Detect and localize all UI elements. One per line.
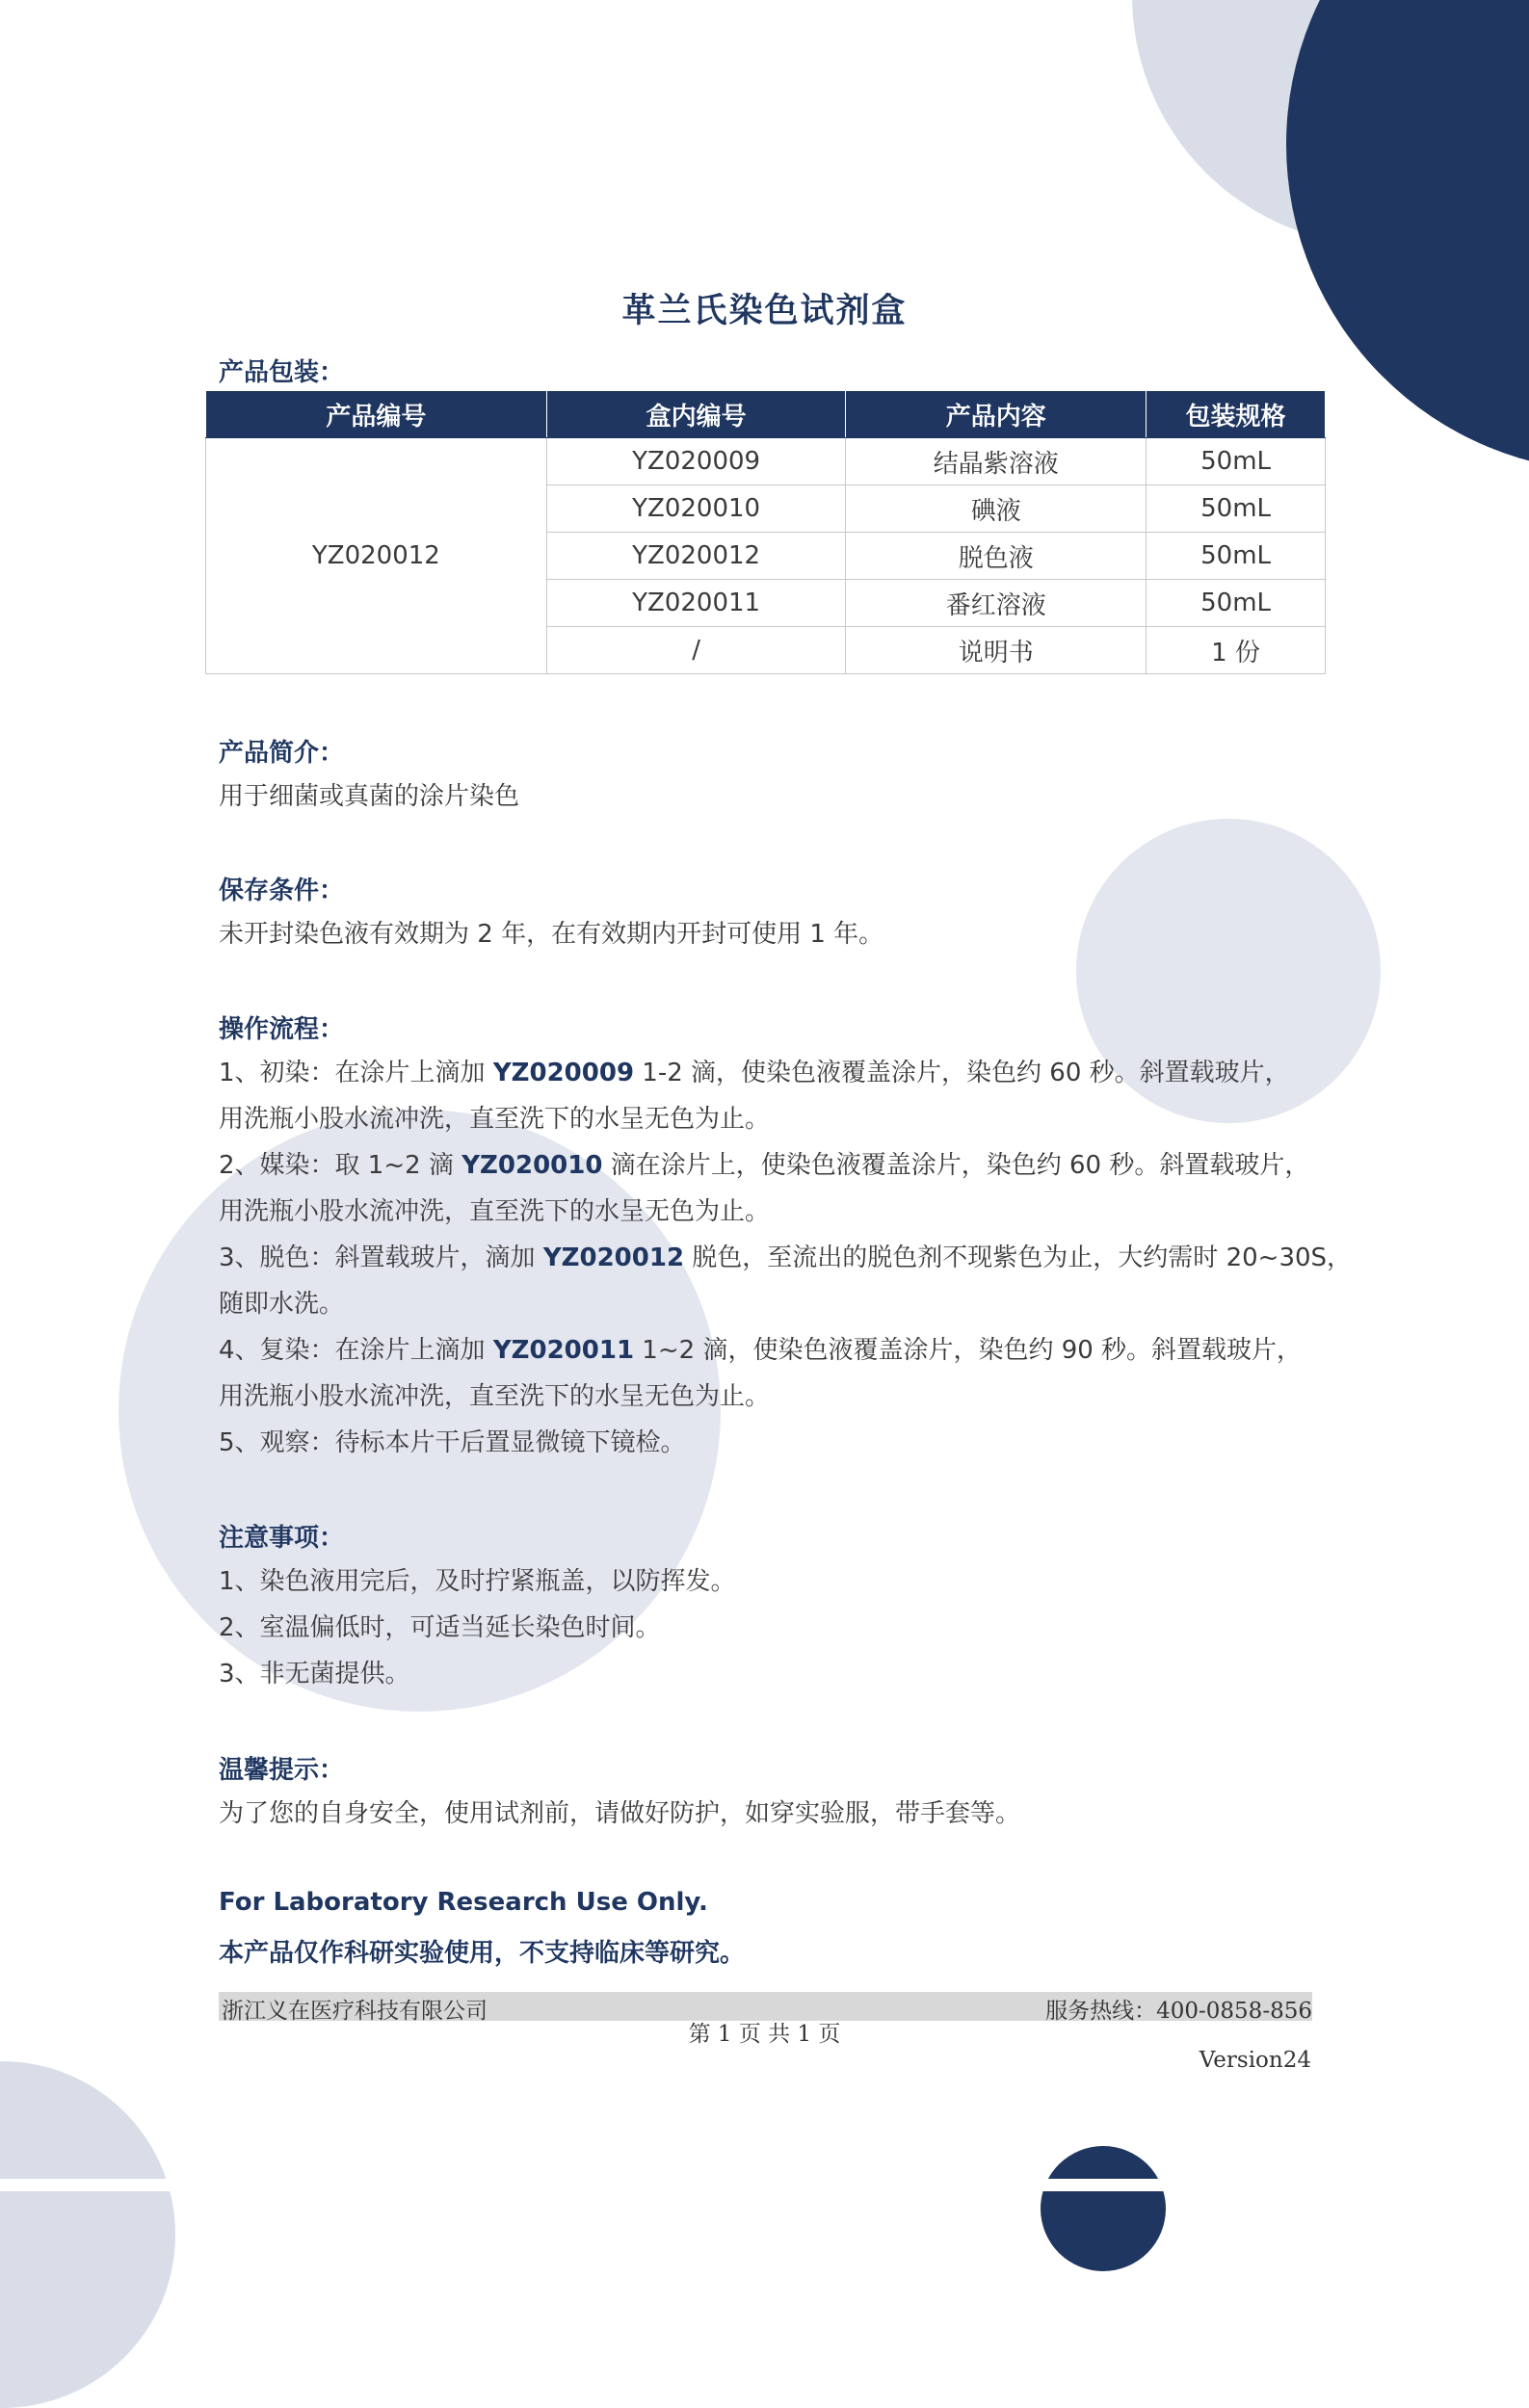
header-product-no: 产品编号 <box>206 391 547 438</box>
reagent-code: YZ020009 <box>492 1059 635 1087</box>
note-item: 1、染色液用完后，及时拧紧瓶盖，以防挥发。 <box>219 1567 736 1596</box>
box-no-cell: / <box>546 627 846 674</box>
table-row <box>206 438 1326 485</box>
content-cell: 脱色液 <box>846 533 1147 580</box>
storage-heading: 保存条件： <box>219 877 345 905</box>
content-cell: 碘液 <box>846 485 1147 533</box>
procedure-step <box>219 1235 1352 1281</box>
step-text: 2、媒染：取 1~2 滴 <box>219 1151 462 1180</box>
bottom-margin <box>0 2179 1529 2191</box>
reagent-code: YZ020011 <box>492 1336 635 1365</box>
procedure-step-cont: 随即水洗。 <box>219 1290 345 1319</box>
intro-text: 用于细菌或真菌的涂片染色 <box>219 782 520 811</box>
content-cell: 说明书 <box>846 627 1147 674</box>
tips-heading: 温馨提示： <box>219 1756 345 1785</box>
reagent-code: YZ020012 <box>542 1243 685 1272</box>
content-cell: 结晶紫溶液 <box>846 438 1147 485</box>
procedure-step <box>219 1327 1352 1374</box>
box-no-cell: YZ020009 <box>546 438 846 485</box>
step-text: 1-2 滴，使染色液覆盖涂片，染色约 60 秒。斜置载玻片， <box>634 1059 1290 1087</box>
table-header-row <box>206 391 1326 438</box>
spec-cell: 1 份 <box>1147 627 1326 674</box>
box-no-cell: YZ020010 <box>546 485 846 533</box>
box-no-cell: YZ020011 <box>546 580 846 627</box>
document-title: 革兰氏染色试剂盒 <box>621 292 908 330</box>
procedure-step <box>219 1420 1352 1466</box>
spec-cell: 50mL <box>1147 533 1326 580</box>
packaging-table <box>205 390 1326 674</box>
packaging-heading: 产品包装： <box>219 358 345 387</box>
footer-company: 浙江义在医疗科技有限公司 <box>222 1999 488 2024</box>
step-text: 脱色，至流出的脱色剂不现紫色为止，大约需时 20~30S， <box>684 1243 1353 1272</box>
header-content: 产品内容 <box>846 391 1147 438</box>
version-label: Version24 <box>1199 2048 1311 2073</box>
step-text: 滴在涂片上，使染色液覆盖涂片，染色约 60 秒。斜置载玻片， <box>602 1151 1310 1180</box>
content-cell: 番红溶液 <box>846 580 1147 627</box>
spec-cell: 50mL <box>1147 438 1326 485</box>
box-no-cell: YZ020012 <box>546 533 846 580</box>
step-text: 1~2 滴，使染色液覆盖涂片，染色约 90 秒。斜置载玻片， <box>634 1336 1303 1365</box>
disclaimer-en: For Laboratory Research Use Only. <box>219 1888 708 1917</box>
procedure-step-cont: 用洗瓶小股水流冲洗，直至洗下的水呈无色为止。 <box>219 1382 771 1411</box>
procedure-steps <box>219 1050 1352 1466</box>
procedure-step <box>219 1142 1352 1189</box>
note-item: 3、非无菌提供。 <box>219 1660 410 1688</box>
step-text: 4、复染：在涂片上滴加 <box>219 1336 493 1365</box>
procedure-step <box>219 1050 1352 1096</box>
header-box-no: 盒内编号 <box>546 391 846 438</box>
notes-list <box>219 1558 736 1697</box>
spec-cell: 50mL <box>1147 580 1326 627</box>
header-spec: 包装规格 <box>1147 391 1326 438</box>
product-no-cell: YZ020012 <box>206 438 547 674</box>
procedure-heading: 操作流程： <box>219 1015 345 1044</box>
notes-heading: 注意事项： <box>219 1524 345 1553</box>
page-number: 第 1 页 共 1 页 <box>688 2022 841 2047</box>
step-text: 1、初染：在涂片上滴加 <box>219 1059 493 1087</box>
tips-text: 为了您的自身安全，使用试剂前，请做好防护，如穿实验服，带手套等。 <box>219 1799 1021 1828</box>
intro-heading: 产品简介： <box>219 739 345 768</box>
step-text: 5、观察：待标本片干后置显微镜下镜检。 <box>219 1428 686 1457</box>
note-item: 2、室温偏低时，可适当延长染色时间。 <box>219 1613 661 1642</box>
reagent-code: YZ020010 <box>461 1151 603 1180</box>
storage-text: 未开封染色液有效期为 2 年，在有效期内开封可使用 1 年。 <box>219 920 884 949</box>
disclaimer-cn: 本产品仅作科研实验使用，不支持临床等研究。 <box>219 1939 746 1968</box>
spec-cell: 50mL <box>1147 485 1326 533</box>
step-text: 3、脱色：斜置载玻片，滴加 <box>219 1243 543 1272</box>
decor-circle-bottom-left <box>0 2061 175 2408</box>
decor-circle-bottom-dark <box>1041 2146 1166 2271</box>
procedure-step-cont: 用洗瓶小股水流冲洗，直至洗下的水呈无色为止。 <box>219 1105 771 1134</box>
footer-hotline: 服务热线：400-0858-856 <box>1045 1999 1312 2024</box>
procedure-step-cont: 用洗瓶小股水流冲洗，直至洗下的水呈无色为止。 <box>219 1197 771 1226</box>
